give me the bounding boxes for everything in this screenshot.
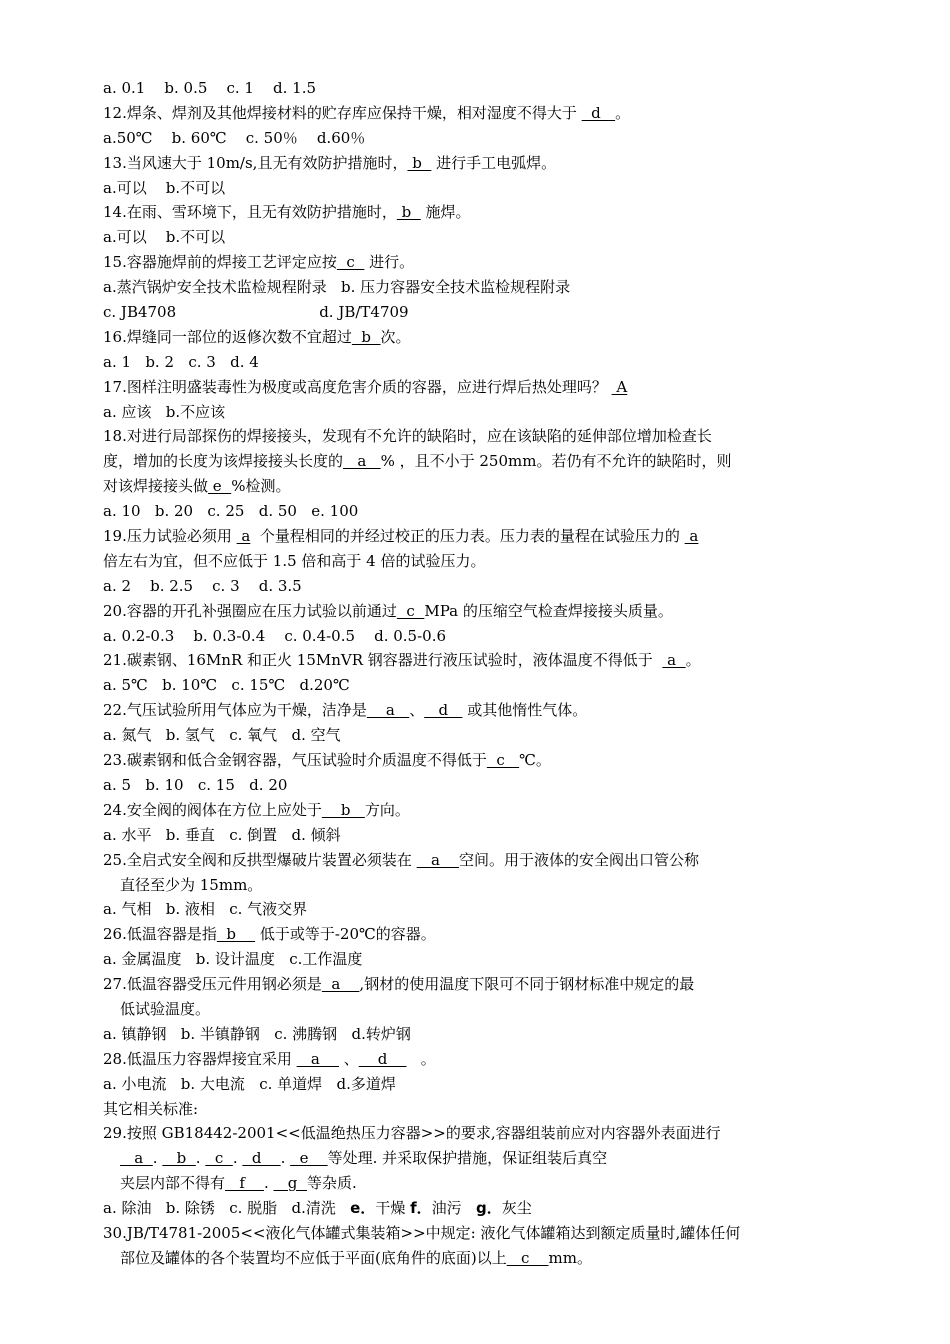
text-line: 27.低温容器受压元件用钢必须是 a ,钢材的使用温度下限可不同于钢材标准中规定的最	[103, 975, 695, 994]
text-line: a . b . c . d . e 等处理. 并采取保护措施，保证组装后真空	[120, 1149, 608, 1168]
text-line: a.可以 b.不可以	[103, 228, 226, 247]
text-line: 夹层内部不得有 f . g 等杂质.	[120, 1174, 357, 1193]
text-line: 12.焊条、焊剂及其他焊接材料的贮存库应保持干燥，相对湿度不得大于 d 。	[103, 103, 631, 122]
document-body	[103, 76, 883, 1271]
text-line: 低试验温度。	[120, 999, 211, 1018]
text-line: a.蒸汽锅炉安全技术监检规程附录 b. 压力容器安全技术监检规程附录	[103, 278, 571, 297]
text-line: 28.低温压力容器焊接宜采用 a 、 d 。	[103, 1049, 436, 1068]
text-line: c. JB4708 d. JB/T4709	[103, 303, 409, 322]
text-line: 20.容器的开孔补强圈应在压力试验以前通过 c MPa 的压缩空气检查焊接接头质量。	[103, 601, 673, 620]
text-line: 18.对进行局部探伤的焊接接头，发现有不允许的缺陷时，应在该缺陷的延伸部位增加检查长	[103, 427, 712, 446]
text-line: 26.低温容器是指 b 低于或等于-20℃的容器。	[103, 925, 436, 944]
text-line: a. 除油 b. 除锈 c. 脱脂 d.清洗 e．干燥 f．油污 g．灰尘	[103, 1199, 532, 1218]
text-line: 29.按照 GB18442-2001<<低温绝热压力容器>>的要求,容器组装前应对内容器外表面进行	[103, 1124, 721, 1143]
text-line: a. 小电流 b. 大电流 c. 单道焊 d.多道焊	[103, 1074, 396, 1093]
text-line: a. 2 b. 2.5 c. 3 d. 3.5	[103, 576, 302, 595]
text-line: a. 0.1 b. 0.5 c. 1 d. 1.5	[103, 79, 317, 97]
text-line: 16.焊缝同一部位的返修次数不宜超过 b 次。	[103, 327, 411, 346]
text-line: 30.JB/T4781-2005<<液化气体罐式集装箱>>中规定: 液化气体罐箱达到额定质量时,罐体任何	[103, 1223, 741, 1242]
text-line: 23.碳素钢和低合金钢容器，气压试验时介质温度不得低于 c ℃。	[103, 751, 551, 770]
text-line: 对该焊接接头做 e %检测。	[103, 477, 291, 496]
text-line: a. 0.2-0.3 b. 0.3-0.4 c. 0.4-0.5 d. 0.5-0.6	[103, 626, 447, 645]
text-line: a. 水平 b. 垂直 c. 倒置 d. 倾斜	[103, 825, 341, 844]
text-line: 13.当风速大于 10m/s,且无有效防护措施时， b 进行手工电弧焊。	[103, 153, 557, 172]
text-line: 21.碳素钢、16MnR 和正火 15MnVR 钢容器进行液压试验时，液体温度不得低于 a 。	[103, 651, 701, 670]
text-line: a. 氮气 b. 氢气 c. 氧气 d. 空气	[103, 726, 341, 745]
text-line: a.可以 b.不可以	[103, 178, 226, 197]
text-line: 24.安全阀的阀体在方位上应处于 b 方向。	[103, 800, 410, 819]
text-line: 14.在雨、雪环境下，且无有效防护措施时， b 施焊。	[103, 203, 471, 222]
text-line: 15.容器施焊前的焊接工艺评定应按 c 进行。	[103, 253, 415, 272]
text-line: 度，增加的长度为该焊接接头长度的 a % ，且不小于 250mm。若仍有不允许的缺陷时，则	[103, 452, 732, 471]
text-line: a. 10 b. 20 c. 25 d. 50 e. 100	[103, 502, 359, 521]
text-line: a. 1 b. 2 c. 3 d. 4	[103, 352, 259, 371]
text-line: a. 镇静钢 b. 半镇静钢 c. 沸腾钢 d.转炉钢	[103, 1024, 411, 1043]
text-line: 25.全启式安全阀和反拱型爆破片装置必须装在 a 空间。用于液体的安全阀出口管公称	[103, 850, 699, 869]
text-line: 19.压力试验必须用 a 个量程相同的并经过校正的压力表。压力表的量程在试验压力的 a	[103, 527, 699, 546]
text-line: a. 应该 b.不应该	[103, 402, 226, 421]
text-line: a. 5℃ b. 10℃ c. 15℃ d.20℃	[103, 676, 350, 695]
text-line: 部位及罐体的各个装置均不应低于平面(底角件的底面)以上 c mm。	[120, 1248, 592, 1267]
text-line: a. 金属温度 b. 设计温度 c.工作温度	[103, 950, 363, 969]
text-line: 其它相关标准:	[103, 1099, 199, 1118]
text-line: 直径至少为 15mm。	[120, 875, 263, 894]
text-line: 倍左右为宜，但不应低于 1.5 倍和高于 4 倍的试验压力。	[103, 551, 486, 570]
text-line: a. 5 b. 10 c. 15 d. 20	[103, 775, 288, 794]
text-line: 22.气压试验所用气体应为干燥，洁净是 a 、 d 或其他惰性气体。	[103, 701, 588, 720]
text-line: a. 气相 b. 液相 c. 气液交界	[103, 900, 308, 919]
text-line: 17.图样注明盛装毒性为极度或高度危害介质的容器，应进行焊后热处理吗？ A	[103, 377, 628, 396]
text-line: a.50℃ b. 60℃ c. 50％ d.60％	[103, 128, 366, 147]
